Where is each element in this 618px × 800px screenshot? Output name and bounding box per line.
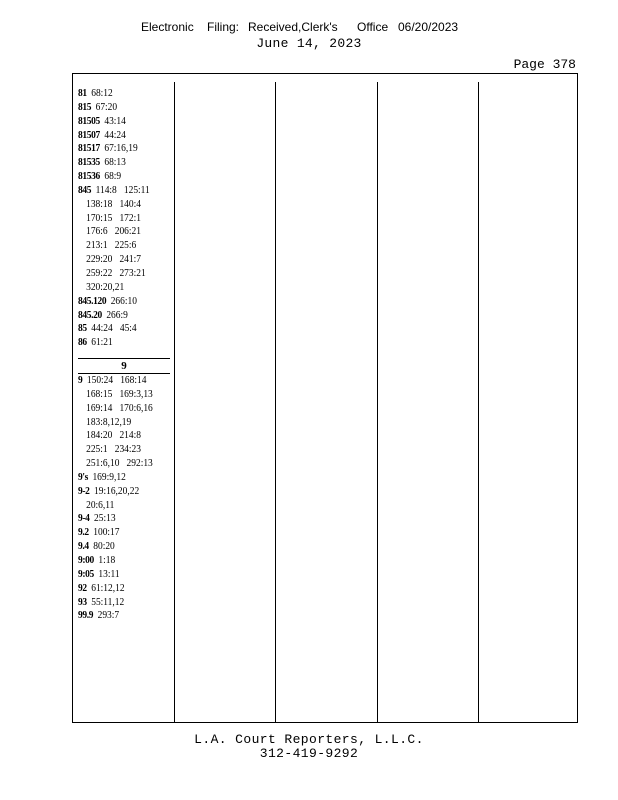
index-entry [78,156,161,170]
index-entry-continuation [78,457,161,471]
index-entry-continuation [78,416,161,430]
page-line-reference: 61:12,12 [91,582,125,594]
reporter-phone: 312-419-9292 [259,746,359,761]
page-line-reference: 43:14 [104,115,126,127]
page-line-reference: 44:24 45:4 [91,323,137,335]
index-term: 9-4 [78,513,90,525]
index-entry [78,512,161,526]
page-line-reference: 259:22 273:21 [86,267,146,279]
page-line-reference: 225:1 234:23 [86,444,141,456]
index-entry [78,115,161,129]
page-number: Page 378 [513,57,576,72]
index-entry [78,129,161,143]
page-line-reference: 150:24 168:14 [86,375,147,386]
index-term: 92 [78,582,87,594]
page-line-reference: 100:17 [93,527,120,539]
index-column-1-upper [78,87,161,350]
index-term: 845.120 [78,295,107,307]
index-term: 93 [78,596,87,608]
hearing-date: June 14, 2023 [256,36,362,51]
index-entry [78,471,161,485]
column-divider [478,82,479,722]
page-line-reference: 61:21 [91,337,113,349]
index-term: 81535 [78,157,100,169]
index-term: 9 [78,375,83,386]
index-term: 845 [78,184,92,196]
index-entry [78,526,161,540]
index-entry [78,142,161,156]
index-entry [78,87,161,101]
page-line-reference: 55:11,12 [91,596,125,608]
filing-stamp-electronic: Electronic [141,20,194,34]
index-entry-continuation [78,443,161,457]
index-term: 81507 [78,129,100,141]
index-entry-continuation [78,225,161,239]
index-term: 845.20 [78,309,102,321]
page-line-reference: 229:20 241:7 [86,254,141,266]
page-line-reference: 169:14 170:6,16 [86,402,153,414]
page-line-reference: 80:20 [93,541,115,553]
index-entry [78,554,161,568]
index-entry-continuation [78,239,161,253]
page-line-reference: 20:6,11 [86,499,115,511]
index-column-1-lower [78,374,161,623]
page-line-reference: 25:13 [94,513,116,525]
index-entry-continuation [78,212,161,226]
filing-stamp [0,20,618,36]
index-term: 81536 [78,171,100,183]
page-line-reference: 184:20 214:8 [86,430,141,442]
index-entry [78,540,161,554]
section-heading: 9 [78,358,170,374]
page-line-reference: 320:20,21 [86,281,125,293]
page-line-reference: 266:9 [106,309,128,321]
index-entry [78,101,161,115]
index-term: 81 [78,88,87,99]
page-line-reference: 183:8,12,19 [86,416,132,428]
page-line-reference: 68:13 [104,157,126,169]
index-entry-continuation [78,402,161,416]
column-divider [275,82,276,722]
index-term: 815 [78,101,92,113]
page-line-reference: 169:9,12 [92,471,126,483]
filing-stamp-filing: Filing: [207,20,240,34]
index-entry-continuation [78,429,161,443]
index-term: 9.4 [78,541,89,553]
index-entry [78,568,161,582]
index-term: 81517 [78,143,100,155]
column-divider [174,82,175,722]
page-line-reference: 251:6,10 292:13 [86,458,153,470]
page-line-reference: 266:10 [110,295,137,307]
index-term: 9-2 [78,485,90,497]
index-entry [78,582,161,596]
footer [0,733,618,761]
page-line-reference: 1:18 [98,554,116,566]
index-entry [78,485,161,499]
index-term: 9:00 [78,554,94,566]
page-line-reference: 13:11 [98,568,120,580]
index-entry [78,295,161,309]
index-term: 9's [78,471,88,483]
filing-stamp-office: Office [357,20,389,34]
index-term: 85 [78,323,87,335]
index-term: 81505 [78,115,100,127]
index-table [72,73,578,723]
page-line-reference: 19:16,20,22 [94,485,140,497]
page-line-reference: 67:20 [95,101,118,113]
index-term: 9:05 [78,568,94,580]
page-line-reference: 168:15 169:3,13 [86,388,153,400]
index-entry-continuation [78,388,161,402]
filing-stamp-received: Received,Clerk's [248,20,338,34]
index-term: 99.9 [78,610,94,622]
index-entry [78,596,161,610]
column-divider [377,82,378,722]
index-entry [78,184,161,198]
reporter-company: L.A. Court Reporters, L.L.C. [194,732,424,747]
index-term: 9.2 [78,527,89,539]
index-entry [78,374,161,388]
page-line-reference: 293:7 [97,610,120,622]
page-line-reference: 176:6 206:21 [86,226,141,238]
index-entry-continuation [78,267,161,281]
page-line-reference: 44:24 [104,129,126,141]
page-line-reference: 68:12 [91,88,113,99]
index-entry [78,609,161,623]
index-entry-continuation [78,253,161,267]
index-entry-continuation [78,281,161,295]
page-line-reference: 68:9 [104,171,122,183]
index-entry-continuation [78,198,161,212]
index-term: 86 [78,337,87,349]
index-entry [78,322,161,336]
page-line-reference: 138:18 140:4 [86,198,141,210]
page-line-reference: 213:1 225:6 [86,240,137,252]
filing-stamp-date: 06/20/2023 [398,20,459,34]
index-entry [78,309,161,323]
index-entry-continuation [78,499,161,513]
page-line-reference: 114:8 125:11 [95,184,150,196]
page-line-reference: 170:15 172:1 [86,212,141,224]
page-line-reference: 67:16,19 [104,143,138,155]
index-entry [78,336,161,350]
index-entry [78,170,161,184]
